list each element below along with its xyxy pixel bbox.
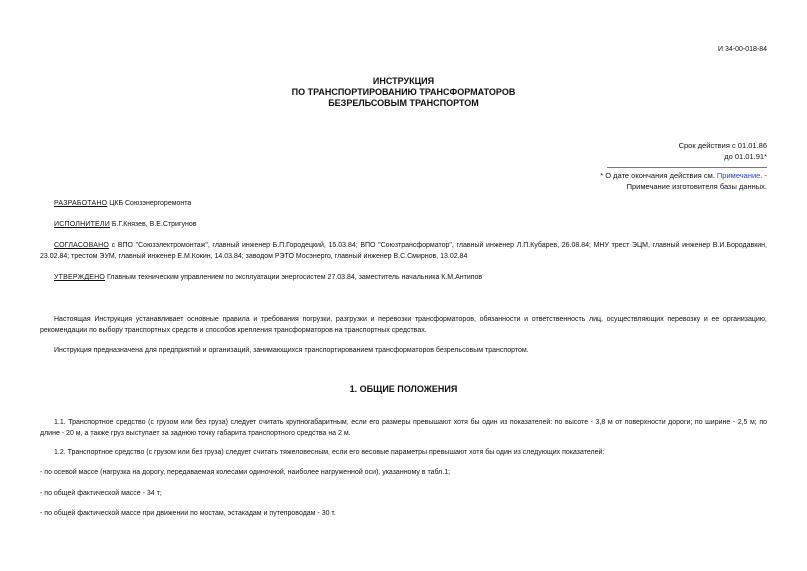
agreed-label: СОГЛАСОВАНО [54, 242, 110, 249]
clause-1-1 [40, 417, 767, 439]
developed-text: ЦКБ Союзэнергоремонта [107, 200, 192, 207]
note-line-1 [600, 170, 767, 181]
bullet-axle-mass: - по осевой массе (нагрузка на дорогу, передаваемая колесами одиночной, наиболее нагруженной оси), указанному в табл.1; [40, 469, 451, 476]
title-line-1: ИНСТРУКЦИЯ [372, 76, 435, 86]
title-line-3: БЕЗРЕЛЬСОВЫМ ТРАНСПОРТОМ [328, 98, 479, 108]
approved-label: УТВЕРЖДЕНО [54, 274, 106, 281]
clause-1-1-text: 1.1. Транспортное средство (с грузом или без груза) следует считать крупногабаритным, если его размеры превышают хотя бы один из показателей: по высоте - 3,8 м от поверхности дороги; по ширине - 2,5 м; по длине - 20 м, а также груз выступает за заднюю точку габарита транспортного средства на 2 м. [40, 419, 767, 437]
developed-paragraph [40, 198, 767, 209]
approved-text: Главным техническим управлением по эксплуатации энергосистем 27.03.84, заместитель начальника К.М.Антипов [105, 274, 483, 281]
document-title [0, 76, 807, 109]
title-line-2: ПО ТРАНСПОРТИРОВАНИЮ ТРАНСФОРМАТОРОВ [291, 87, 516, 97]
clause-1-2 [40, 447, 767, 458]
intro-paragraph-2 [40, 345, 767, 356]
validity-end: до 01.01.91* [724, 152, 767, 161]
executors-label: ИСПОЛНИТЕЛИ [54, 221, 110, 228]
clause-1-2-text: 1.2. Транспортное средство (с грузом или без груза) следует считать тяжеловесным, если его весовые параметры превышают хотя бы один из следующих показателей: [54, 449, 605, 456]
note-link[interactable]: Примечание. [716, 171, 763, 180]
agreed-text: с ВПО "Союзэлектромонтаж", главный инженер Б.П.Городецкий, 15.03.84; ВПО "Союзтрансформатор", главный инженер Л.П.Кубарев, 26.08.84; МНУ трест ЭЦМ, главный инженер В.И.Бородавкин, 23.02.84; трестом ЭУМ, главный инженер Е.М.Кокин, 14.03.84; заводом РЭТО Мосэнерго, главный инженер В.С.Смирнов, 13.02.84 [40, 242, 767, 260]
validity-start: Срок действия с 01.01.86 [678, 141, 767, 150]
database-note [600, 170, 767, 192]
agreed-paragraph [40, 240, 767, 262]
validity-period [679, 140, 767, 162]
note-line-2: Примечание изготовителя базы данных. [626, 182, 767, 191]
intro-paragraph-1 [40, 314, 767, 336]
approved-paragraph [40, 272, 767, 283]
intro-text-2: Инструкция предназначена для предприятий и организаций, занимающихся транспортированием трансформаторов безрельсовым транспортом. [54, 347, 529, 354]
bullet-total-mass: - по общей фактической массе - 34 т; [40, 490, 162, 497]
intro-text-1: Настоящая Инструкция устанавливает основные правила и требования погрузки, разгрузки и перевозки трансформаторов, обязанности и ответственность лиц, осуществляющих перевозку и ее организацию, рекомендации по выбору транспортных средств и способов крепления трансформаторов на транспортных средствах. [40, 316, 767, 334]
note-suffix: - [762, 171, 767, 180]
note-prefix: * О дате окончания действия см. [600, 171, 715, 180]
section-heading: 1. ОБЩИЕ ПОЛОЖЕНИЯ [349, 384, 458, 394]
developed-label: РАЗРАБОТАНО [54, 200, 108, 207]
executors-text: Б.Г.Князев, В.Е.Стригунов [109, 221, 197, 228]
document-number: И 34-00-018-84 [717, 46, 767, 53]
bullet-bridge-mass: - по общей фактической массе при движении по мостам, эстакадам и путепроводам - 30 т. [40, 510, 336, 517]
note-divider [607, 167, 767, 168]
executors-paragraph [40, 219, 767, 230]
